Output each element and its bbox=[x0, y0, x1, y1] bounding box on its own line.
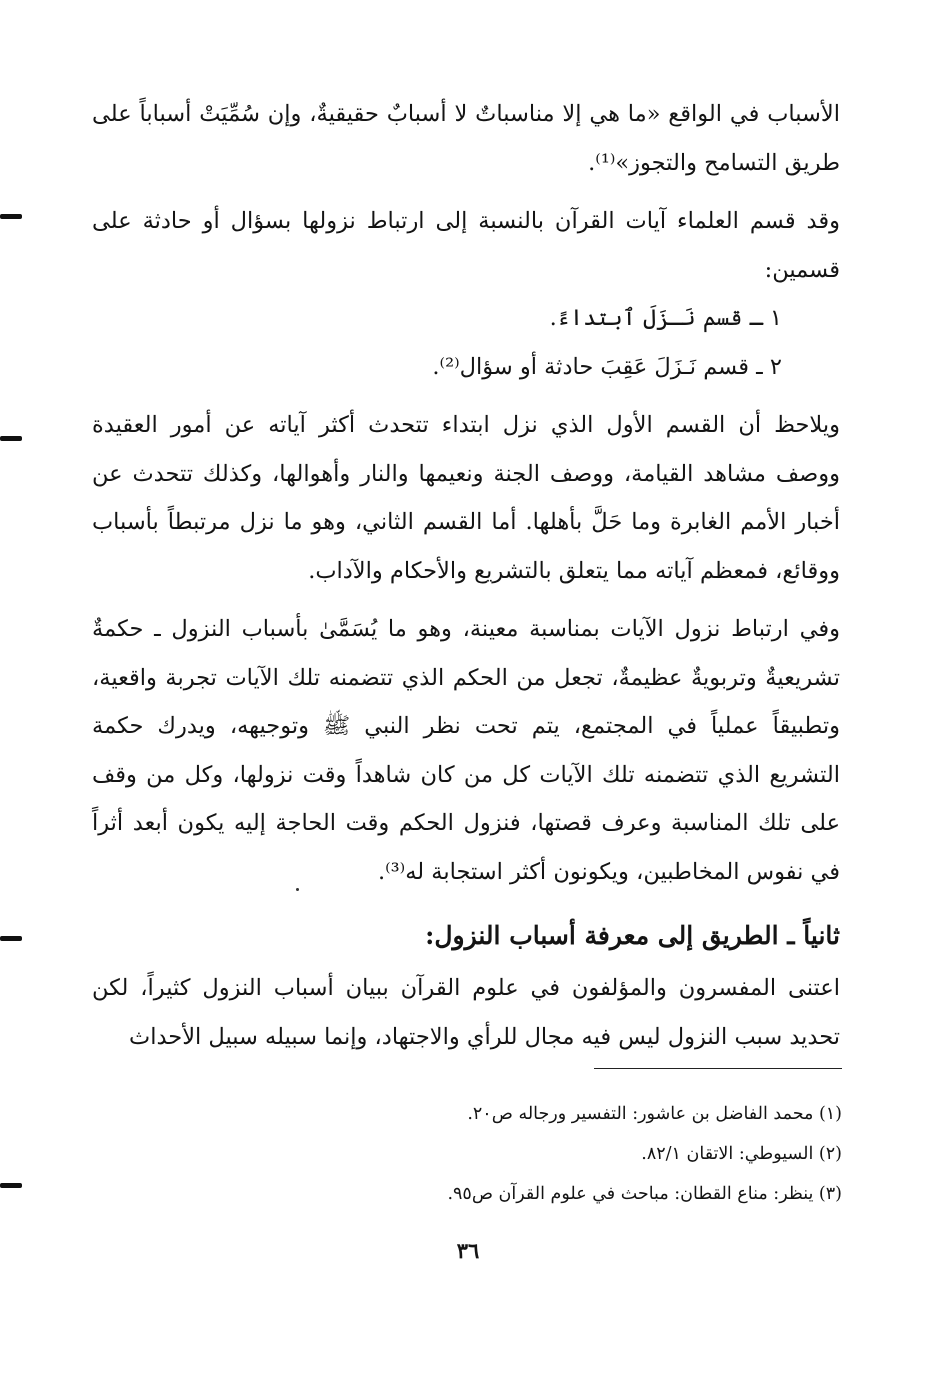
paragraph-5: اعتنى المفسرون والمؤلفون في علوم القرآن ببيان أسباب النزول كثيراً، لكن تحديد سبب النزول ليس فيه مجال للرأي والاجتهاد، وإنما سبيله سبيل الأحداث bbox=[92, 975, 840, 1050]
scan-speck bbox=[296, 888, 299, 891]
scan-margin-mark bbox=[0, 214, 22, 219]
section-heading: ثانياً ـ الطريق إلى معرفة أسباب النزول: bbox=[425, 921, 840, 950]
paragraph-1: الأسباب في الواقع «ما هي إلا مناسباتٌ لا أسبابٌ حقيقيةٌ، وإن سُمِّيَتْ أسباباً على طريق التسامح والتجوز»⁽¹⁾. bbox=[92, 101, 840, 176]
page-body bbox=[92, 90, 840, 1061]
list-item-2: ٢ ـ قسم نَـزَلَ عَقِبَ حادثة أو سؤال⁽²⁾. bbox=[432, 353, 782, 380]
footnote-divider bbox=[594, 1068, 842, 1069]
scan-margin-mark bbox=[0, 936, 22, 941]
footnote-3: (٣) ينظر: مناع القطان: مباحث في علوم القرآن ص٩٥. bbox=[447, 1184, 842, 1204]
paragraph-2: وقد قسم العلماء آيات القرآن بالنسبة إلى ارتباط نزولها بسؤال أو حادثة على قسمين: bbox=[92, 208, 840, 283]
footnote-1: (١) محمد الفاضل بن عاشور: التفسير ورجاله ص٢٠. bbox=[467, 1104, 842, 1124]
scan-margin-mark bbox=[0, 436, 22, 441]
footnote-2: (٢) السيوطي: الاتقان ٨٢/١. bbox=[641, 1144, 842, 1164]
footnotes bbox=[300, 1094, 842, 1214]
page-number: ٣٦ bbox=[456, 1238, 480, 1263]
list-item-1: ١ ـ قسم نَـزَلَ ٱبتداءً. bbox=[549, 305, 782, 331]
paragraph-4: وفي ارتباط نزول الآيات بمناسبة معينة، وهو ما يُسَمَّىٰ بأسباب النزول ـ حكمةٌ تشريعيةٌ وتربويةٌ عظيمةٌ، تجعل من الحكم الذي تتضمنه تلك الآيات تجربة واقعية، وتطبيقاً عملياً في المجتمع، يتم تحت نظر النبي ﷺ وتوجيهه، ويدرك حكمة التشريع الذي تتضمنه تلك الآيات كل من كان شاهداً وقت نزولها، وكل من وقف على تلك المناسبة وعرف قصتها، فنزول الحكم وقت الحاجة إليه يكون أبعد أثراً في نفوس المخاطبين، ويكونون أكثر استجابة له⁽³⁾. bbox=[92, 616, 840, 885]
scan-margin-mark bbox=[0, 1183, 22, 1188]
paragraph-3: ويلاحظ أن القسم الأول الذي نزل ابتداء تتحدث أكثر آياته عن أمور العقيدة ووصف مشاهد القيامة، ووصف الجنة ونعيمها والنار وأهوالها، وكذلك تتحدث عن أخبار الأمم الغابرة وما حَلَّ بأهلها. أما القسم الثاني، وهو ما نزل مرتبطاً بأسباب ووقائع، فمعظم آياته مما يتعلق بالتشريع والأحكام والآداب. bbox=[92, 412, 840, 584]
